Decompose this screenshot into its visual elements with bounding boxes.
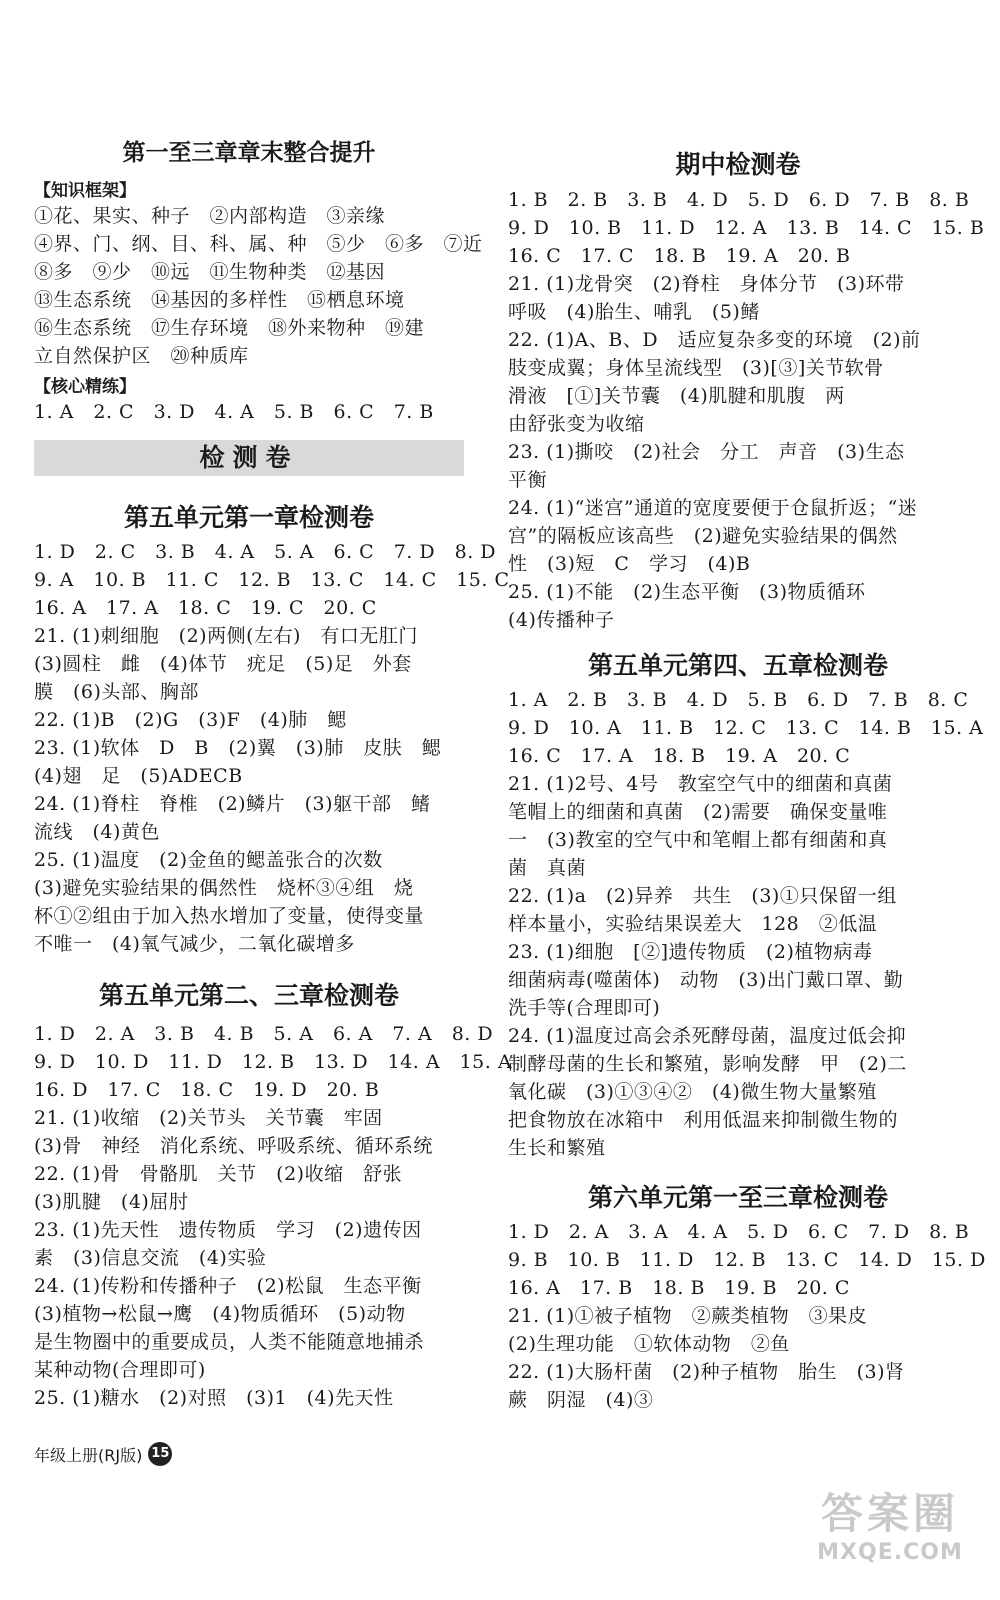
answer-line: 21. (1)刺细胞 (2)两侧(左右) 有口无肛门 [34,625,418,647]
answer-line: 16. C 17. C 18. B 19. A 20. B [508,245,851,267]
answer-line: 杯①②组由于加入热水增加了变量，使得变量 [34,905,425,927]
answer-line: 25. (1)温度 (2)金鱼的鳃盖张合的次数 [34,849,383,871]
answer-line: 9. D 10. B 11. D 12. A 13. B 14. C 15. B [508,217,985,239]
knowledge-line: 立自然保护区 ⑳种质库 [34,345,249,367]
answer-line: 24. (1)温度过高会杀死酵母菌，温度过低会抑 [508,1025,907,1047]
answer-line: 9. D 10. A 11. B 12. C 13. C 14. B 15. A [508,717,984,739]
answer-line: 是生物圈中的重要成员，人类不能随意地捕杀 [34,1331,425,1353]
answer-line: 1. A 2. B 3. B 4. D 5. B 6. D 7. B 8. C [508,689,969,711]
midterm-title: 期中检测卷 [675,150,801,179]
answer-line: 23. (1)撕咬 (2)社会 分工 声音 (3)生态 [508,441,905,463]
answer-line: 21. (1)收缩 (2)关节头 关节囊 牢固 [34,1107,383,1129]
unit5-ch2-3-title: 第五单元第二、三章检测卷 [98,981,399,1010]
core-line: 1. A 2. C 3. D 4. A 5. B 6. C 7. B [34,401,434,423]
answer-line: 由舒张变为收缩 [508,413,645,435]
answer-line: 滑液 [①]关节囊 (4)肌腱和肌腹 两 [508,385,845,407]
book-edition-label: 年级上册(RJ版) [34,1445,143,1465]
answer-line: 24. (1)脊柱 脊椎 (2)鳞片 (3)躯干部 鳍 [34,793,431,815]
answer-line: (3)植物→松鼠→鹰 (4)物质循环 (5)动物 [34,1303,406,1325]
answer-line: 肢变成翼；身体呈流线型 (3)[③]关节软骨 [508,357,884,379]
answer-line: 不唯一 (4)氧气减少，二氧化碳增多 [34,933,355,955]
answer-line: 25. (1)糖水 (2)对照 (3)1 (4)先天性 [34,1387,394,1409]
answer-line: 25. (1)不能 (2)生态平衡 (3)物质循环 [508,581,866,603]
unit6-ch1-3-title: 第六单元第一至三章检测卷 [587,1183,888,1212]
answer-line: 16. A 17. B 18. B 19. B 20. C [508,1277,850,1299]
answer-line: 生长和繁殖 [508,1137,606,1159]
answer-line: 膜 (6)头部、胸部 [34,681,199,703]
answer-line: 24. (1)“迷宫”通道的宽度要便于仓鼠折返；“迷 [508,497,918,519]
answer-line: 素 (3)信息交流 (4)实验 [34,1247,267,1269]
answer-line: 宫”的隔板应该高些 (2)避免实验结果的偶然 [508,525,898,547]
answer-line: 一 (3)教室的空气中和笔帽上都有细菌和真 [508,829,888,851]
answer-line: 9. D 10. D 11. D 12. B 13. D 14. A 15. A [34,1051,513,1073]
answer-line: 23. (1)软体 D B (2)翼 (3)肺 皮肤 鳃 [34,737,442,759]
answer-line: 16. A 17. A 18. C 19. C 20. C [34,597,377,619]
answer-line: 16. D 17. C 18. C 19. D 20. B [34,1079,380,1101]
answer-line: 23. (1)先天性 遗传物质 学习 (2)遗传因 [34,1219,422,1241]
answer-line: 1. D 2. A 3. A 4. A 5. D 6. C 7. D 8. B [508,1221,970,1243]
knowledge-line: ⑯生态系统 ⑰生存环境 ⑱外来物种 ⑲建 [34,317,425,339]
answer-line: 23. (1)细胞 [②]遗传物质 (2)植物病毒 [508,941,873,963]
knowledge-line: ①花、果实、种子 ②内部构造 ③亲缘 [34,205,386,227]
answer-line: 22. (1)a (2)异养 共生 (3)①只保留一组 [508,885,897,907]
answer-line: (4)传播种子 [508,609,615,631]
unit5-ch1-title: 第五单元第一章检测卷 [123,503,374,532]
knowledge-line: ⑬生态系统 ⑭基因的多样性 ⑮栖息环境 [34,289,405,311]
answer-line: 洗手等(合理即可) [508,997,661,1019]
answer-line: 22. (1)大肠杆菌 (2)种子植物 胎生 (3)肾 [508,1361,905,1383]
answer-line: 把食物放在冰箱中 利用低温来抑制微生物的 [508,1109,899,1131]
answer-line: (3)肌腱 (4)屈肘 [34,1191,189,1213]
answer-line: (3)避免实验结果的偶然性 烧杯③④组 烧 [34,877,414,899]
answer-line: 9. B 10. B 11. D 12. B 13. C 14. D 15. D [508,1249,986,1271]
answer-line: 21. (1)龙骨突 (2)脊柱 身体分节 (3)环带 [508,273,905,295]
watermark-text: 答案圈 [820,1489,959,1538]
answer-line: 制酵母菌的生长和繁殖，影响发酵 甲 (2)二 [508,1053,907,1075]
unit5-ch4-5-title: 第五单元第四、五章检测卷 [587,651,888,680]
answer-line: 呼吸 (4)胎生、哺乳 (5)鳍 [508,301,760,323]
answer-line: 1. D 2. A 3. B 4. B 5. A 6. A 7. A 8. D [34,1023,494,1045]
answer-line: 细菌病毒(噬菌体) 动物 (3)出门戴口罩、勤 [508,969,904,991]
page-footer [34,1442,172,1466]
answer-line: 21. (1)①被子植物 ②蕨类植物 ③果皮 [508,1305,868,1327]
answer-line: 某种动物(合理即可) [34,1359,206,1381]
answer-line: (3)圆柱 雌 (4)体节 疣足 (5)足 外套 [34,653,412,675]
chapter-summary-title: 第一至三章章末整合提升 [122,140,376,166]
answer-line: 性 (3)短 C 学习 (4)B [508,553,751,575]
answer-line: 平衡 [508,469,548,491]
answer-line: 氧化碳 (3)①③④② (4)微生物大量繁殖 [508,1081,877,1103]
core-practice-label: 【核心精练】 [34,377,136,397]
answer-line: (3)骨 神经 消化系统、呼吸系统、循环系统 [34,1135,433,1157]
answer-line: 蕨 阴湿 (4)③ [508,1389,654,1411]
knowledge-line: ④界、门、纲、目、科、属、种 ⑤少 ⑥多 ⑦近 [34,233,483,255]
watermark-logo [800,1488,980,1578]
answer-line: (2)生理功能 ①软体动物 ②鱼 [508,1333,790,1355]
answer-line: 流线 (4)黄色 [34,821,160,843]
answer-line: 1. B 2. B 3. B 4. D 5. D 6. D 7. B 8. B [508,189,970,211]
answer-line: 菌 真菌 [508,857,587,879]
test-papers-banner: 检测卷 [34,440,464,476]
watermark-url: MXQE.COM [817,1540,963,1565]
knowledge-framework-label: 【知识框架】 [34,181,136,201]
answer-line: 22. (1)B (2)G (3)F (4)肺 鳃 [34,709,347,731]
knowledge-line: ⑧多 ⑨少 ⑩远 ⑪生物种类 ⑫基因 [34,261,386,283]
answer-line: 9. A 10. B 11. C 12. B 13. C 14. C 15. C [34,569,510,591]
answer-line: 22. (1)A、B、D 适应复杂多变的环境 (2)前 [508,329,921,351]
answer-line: 24. (1)传粉和传播种子 (2)松鼠 生态平衡 [34,1275,422,1297]
answer-line: 22. (1)骨 骨骼肌 关节 (2)收缩 舒张 [34,1163,403,1185]
answer-line: 样本量小，实验结果误差大 128 ②低温 [508,913,878,935]
answer-line: 16. C 17. A 18. B 19. A 20. C [508,745,851,767]
answer-line: 21. (1)2号、4号 教室空气中的细菌和真菌 [508,773,893,795]
answer-line: 笔帽上的细菌和真菌 (2)需要 确保变量唯 [508,801,888,823]
answer-line: 1. D 2. C 3. B 4. A 5. A 6. C 7. D 8. D [34,541,497,563]
page-number-badge: 15 [148,1442,172,1466]
answer-line: (4)翅 足 (5)ADECB [34,765,243,787]
